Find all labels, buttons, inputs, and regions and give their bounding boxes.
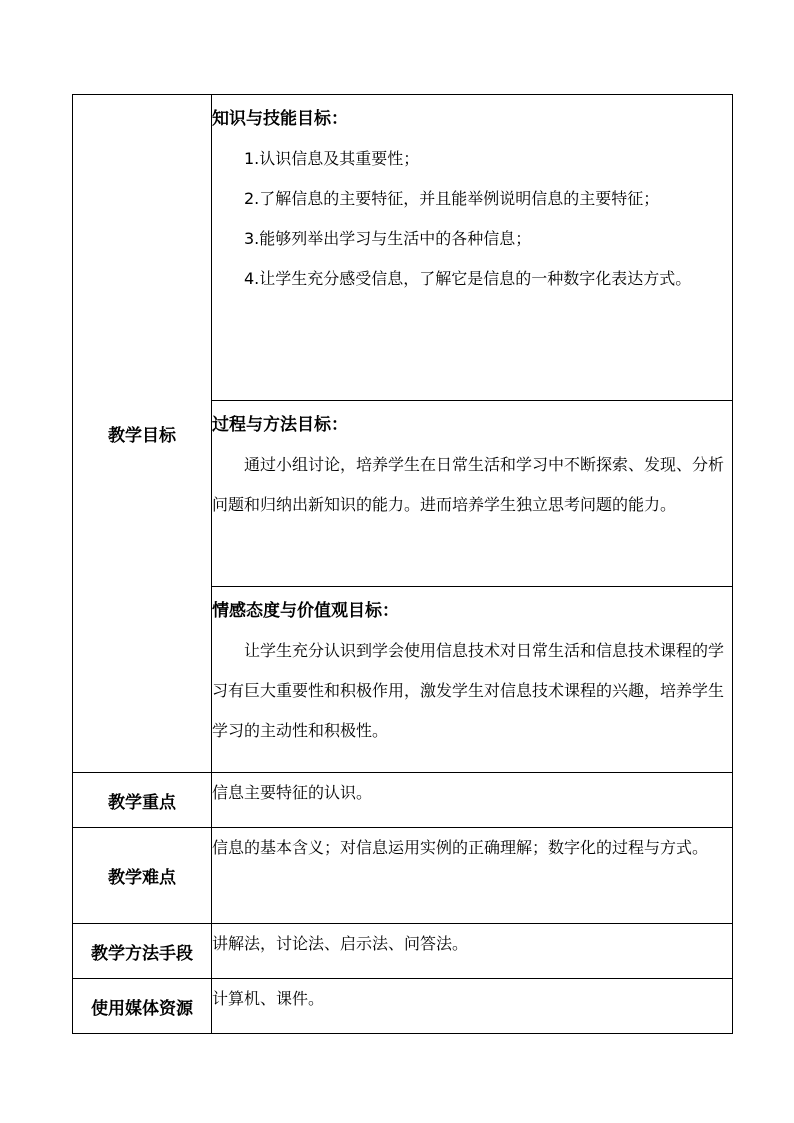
- media-text: 计算机、课件。: [212, 979, 733, 1034]
- knowledge-objective-row: [73, 95, 733, 401]
- key-points-row: [73, 773, 733, 828]
- media-label: 使用媒体资源: [73, 979, 212, 1034]
- difficulties-label: 教学难点: [73, 828, 212, 924]
- process-text: 通过小组讨论，培养学生在日常生活和学习中不断探索、发现、分析问题和归纳出新知识的能力。进而培养学生独立思考问题的能力。: [212, 455, 725, 514]
- lesson-plan-table: [72, 94, 733, 1034]
- methods-row: [73, 924, 733, 979]
- knowledge-objective-cell: [212, 95, 733, 401]
- process-heading: 过程与方法目标：: [212, 415, 348, 435]
- difficulties-row: [73, 828, 733, 924]
- key-points-label: 教学重点: [73, 773, 212, 828]
- objectives-label: 教学目标: [73, 95, 212, 773]
- process-objective-cell: [212, 401, 733, 587]
- key-points-text: 信息主要特征的认识。: [212, 773, 733, 828]
- knowledge-item-1: 1.认识信息及其重要性；: [244, 149, 420, 168]
- difficulties-text: 信息的基本含义；对信息运用实例的正确理解；数字化的过程与方式。: [212, 828, 733, 924]
- knowledge-item-3: 3.能够列举出学习与生活中的各种信息；: [244, 229, 532, 248]
- methods-label: 教学方法手段: [73, 924, 212, 979]
- emotion-heading: 情感态度与价值观目标：: [212, 601, 399, 621]
- emotion-text: 让学生充分认识到学会使用信息技术对日常生活和信息技术课程的学习有巨大重要性和积极作用，激发学生对信息技术课程的兴趣，培养学生学习的主动性和积极性。: [212, 641, 725, 740]
- knowledge-heading: 知识与技能目标：: [212, 109, 348, 129]
- knowledge-item-4: 4.让学生充分感受信息，了解它是信息的一种数字化表达方式。: [244, 269, 692, 288]
- media-row: [73, 979, 733, 1034]
- methods-text: 讲解法，讨论法、启示法、问答法。: [212, 924, 733, 979]
- knowledge-item-2: 2.了解信息的主要特征，并且能举例说明信息的主要特征；: [244, 189, 660, 208]
- emotion-objective-cell: [212, 587, 733, 773]
